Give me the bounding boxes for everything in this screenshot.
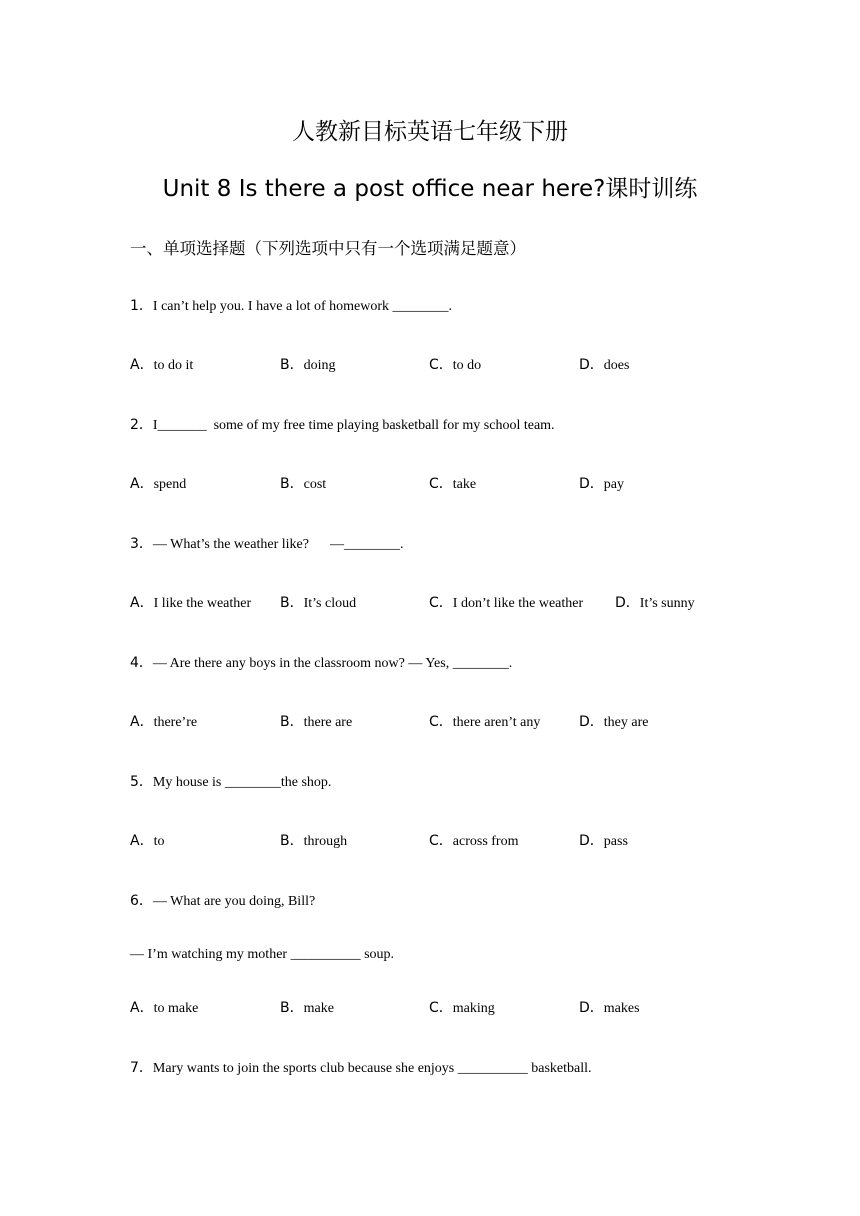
- option-2b: B．cost: [280, 476, 327, 492]
- option-5a: A．to: [130, 833, 165, 849]
- question-text: I_______ some of my free time playing basketball for my school team.: [152, 418, 555, 433]
- option-4c: C．there aren’t any: [429, 714, 541, 730]
- document-title-english: Unit 8 Is there a post office near here?课时训练: [162, 176, 698, 202]
- question-number: 3: [130, 536, 139, 552]
- option-6b: B．make: [280, 1000, 334, 1016]
- document-title-chinese: 人教新目标英语七年级下册: [292, 119, 568, 145]
- separator: ．: [138, 1060, 153, 1076]
- option-1b: B．doing: [280, 357, 336, 373]
- question-text: — What’s the weather like? —________.: [152, 537, 404, 552]
- question-number: 2: [130, 417, 139, 433]
- separator: ．: [138, 893, 153, 909]
- option-1d: D．does: [579, 357, 630, 373]
- separator: ．: [138, 774, 153, 790]
- option-1a: A．to do it: [130, 357, 194, 373]
- option-3c: C．I don’t like the weather: [429, 595, 584, 611]
- question-text: — Are there any boys in the classroom now? — Yes, ________.: [152, 656, 513, 671]
- option-6c: C．making: [429, 1000, 495, 1016]
- option-1c: C．to do: [429, 357, 482, 373]
- question-5: [130, 772, 331, 793]
- option-4d: D．they are: [579, 714, 649, 730]
- question-number: 7: [130, 1060, 139, 1076]
- question-number: 5: [130, 774, 139, 790]
- separator: ．: [138, 298, 153, 314]
- question-text: — What are you doing, Bill?: [152, 894, 316, 909]
- option-2d: D．pay: [579, 476, 624, 492]
- question-6-dialogue: — I’m watching my mother __________ soup.: [130, 947, 395, 962]
- option-5c: C．across from: [429, 833, 519, 849]
- option-6d: D．makes: [579, 1000, 640, 1016]
- question-number: 6: [130, 893, 139, 909]
- question-4: [130, 653, 512, 674]
- section-heading: 一、单项选择题（下列选项中只有一个选项满足题意）: [130, 239, 526, 258]
- question-6: [130, 891, 315, 912]
- question-3: [130, 534, 403, 555]
- question-text: My house is ________the shop.: [152, 775, 332, 790]
- separator: ．: [138, 655, 153, 671]
- question-7: [130, 1058, 592, 1079]
- option-3d: D．It’s sunny: [615, 595, 695, 611]
- question-text: Mary wants to join the sports club because she enjoys __________ basketball.: [152, 1061, 592, 1076]
- question-number: 4: [130, 655, 139, 671]
- option-4b: B．there are: [280, 714, 353, 730]
- option-6a: A．to make: [130, 1000, 199, 1016]
- option-3a: A．I like the weather: [130, 595, 252, 611]
- separator: ．: [138, 536, 153, 552]
- question-text: I can’t help you. I have a lot of homework ________.: [152, 299, 453, 314]
- option-5b: B．through: [280, 833, 348, 849]
- option-2c: C．take: [429, 476, 477, 492]
- option-2a: A．spend: [130, 476, 187, 492]
- question-number: 1: [130, 298, 139, 314]
- option-4a: A．there’re: [130, 714, 198, 730]
- question-1: [130, 296, 452, 317]
- question-2: [130, 415, 555, 436]
- separator: ．: [138, 417, 153, 433]
- option-3b: B．It’s cloud: [280, 595, 357, 611]
- option-5d: D．pass: [579, 833, 628, 849]
